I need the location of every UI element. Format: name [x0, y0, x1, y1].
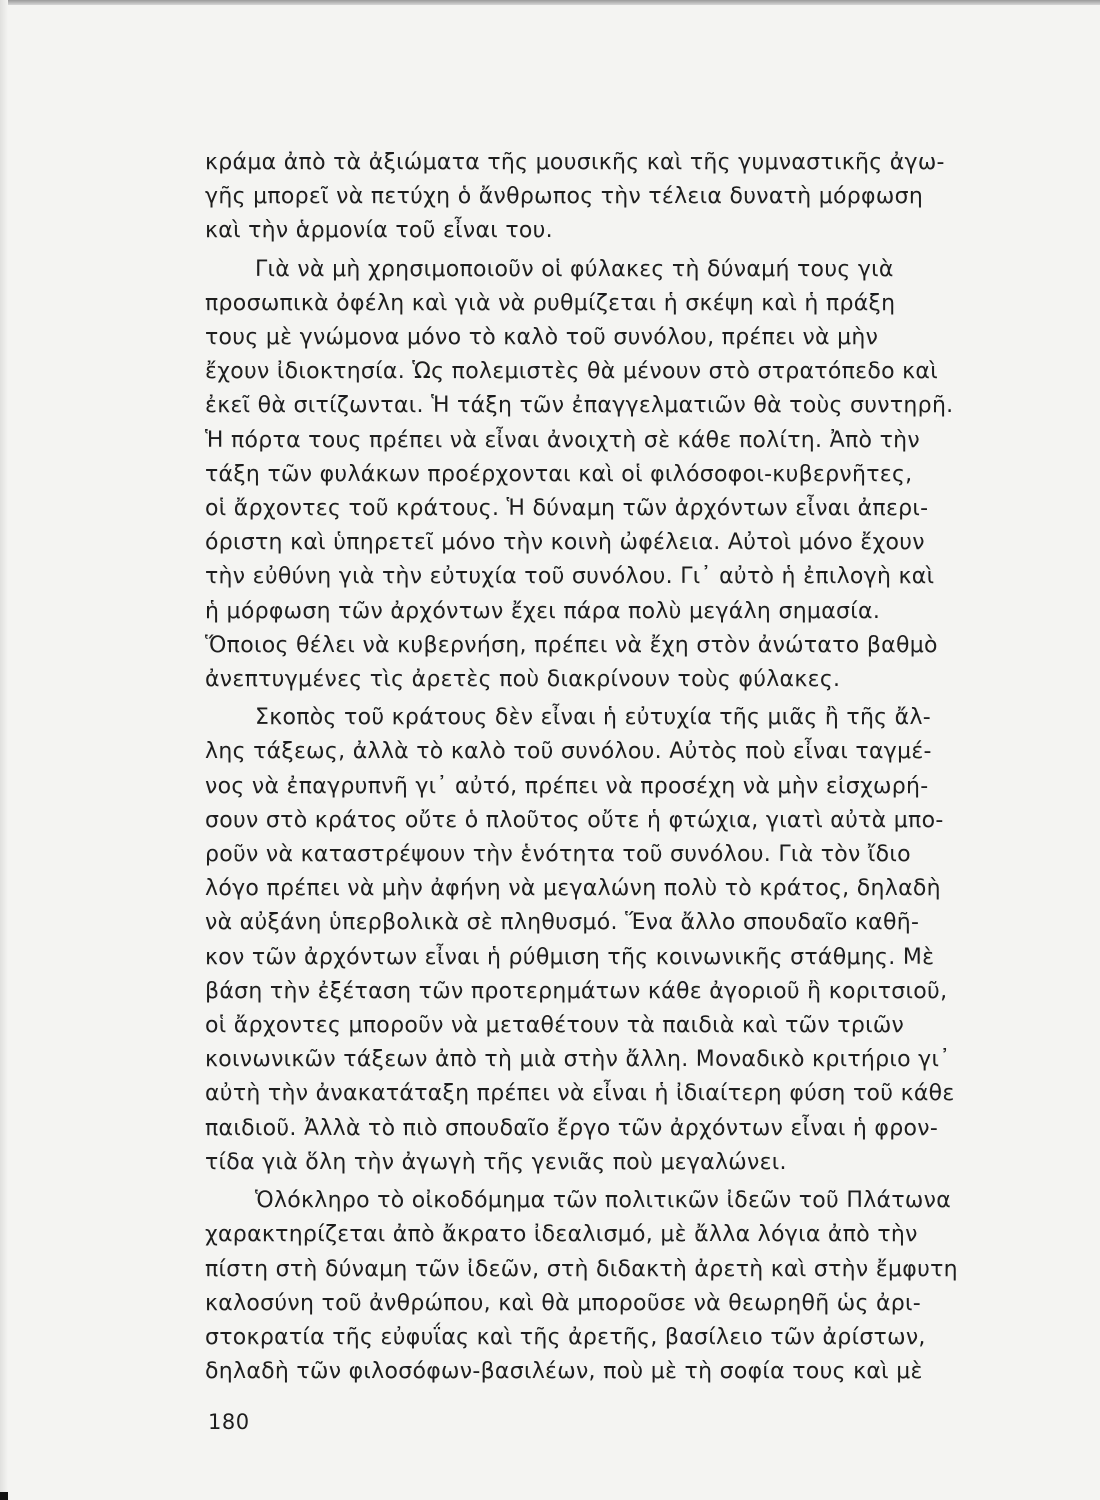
page-top-edge	[0, 0, 1100, 5]
paragraph-idealism: Ὁλόκληρο τὸ οἰκοδόμημα τῶν πολιτικῶν ἰδεῶν τοῦ Πλάτωνα χαρακτηρίζεται ἀπὸ ἄκρατο ἰδεαλισμό, μὲ ἄλλα λόγια ἀπὸ τὴν πίστη στὴ δύναμη τῶν ἰδεῶν, στὴ διδακτὴ ἀρετὴ καὶ στὴν ἔμφυτη καλοσύνη τοῦ ἀνθρώπου, καὶ θὰ μποροῦσε νὰ θεωρηθῆ ὡς ἀρι- στοκρατία τῆς εὐφυΐας καὶ τῆς ἀρετῆς, βασίλειο τῶν ἀρίστων, δηλαδὴ τῶν φιλοσόφων-βασιλέων, ποὺ μὲ τὴ σοφία τους καὶ μὲ	[205, 1188, 958, 1385]
page-left-shadow	[0, 0, 8, 1500]
paragraph-continued: κράμα ἀπὸ τὰ ἀξιώματα τῆς μουσικῆς καὶ τῆς γυμναστικῆς ἀγω- γῆς μπορεῖ νὰ πετύχη ὁ ἄνθρωπος τὴν τέλεια δυνατὴ μόρφωση καὶ τὴν ἁρμονία τοῦ εἶναι του.	[205, 150, 945, 244]
page-number: 180	[208, 1410, 250, 1434]
paragraph-guardians: Γιὰ νὰ μὴ χρησιμοποιοῦν οἱ φύλακες τὴ δύναμή τους γιὰ προσωπικὰ ὀφέλη καὶ γιὰ νὰ ρυθμίζεται ἡ σκέψη καὶ ἡ πράξη τους μὲ γνώμονα μόνο τὸ καλὸ τοῦ συνόλου, πρέπει νὰ μὴν ἔχουν ἰδιοκτησία. Ὡς πολεμιστὲς θὰ μένουν στὸ στρατόπεδο καὶ ἐκεῖ θὰ σιτίζωνται. Ἡ τάξη τῶν ἐπαγγελματιῶν θὰ τοὺς συντηρῆ. Ἡ πόρτα τους πρέπει νὰ εἶναι ἀνοιχτὴ σὲ κάθε πολίτη. Ἀπὸ τὴν τάξη τῶν φυλάκων προέρχονται καὶ οἱ φιλόσοφοι-κυβερνῆτες, οἱ ἄρχοντες τοῦ κράτους. Ἡ δύναμη τῶν ἀρχόντων εἶναι ἀπερι- όριστη καὶ ὑπηρετεῖ μόνο τὴν κοινὴ ὠφέλεια. Αὐτοὶ μόνο ἔχουν τὴν εὐθύνη γιὰ τὴν εὐτυχία τοῦ συνόλου. Γι᾽ αὐτὸ ἡ ἐπιλογὴ καὶ ἡ μόρφωση τῶν ἀρχόντων ἔχει πάρα πολὺ μεγάλη σημασία. Ὅποιος θέλει νὰ κυβερνήση, πρέπει νὰ ἔχη στὸν ἀνώτατο βαθμὸ ἀνεπτυγμένες τὶς ἀρετὲς ποὺ διακρίνουν τοὺς φύλακες.	[205, 256, 954, 693]
page-body	[205, 146, 1025, 1389]
paragraph-purpose-of-state: Σκοπὸς τοῦ κράτους δὲν εἶναι ἡ εὐτυχία τῆς μιᾶς ἢ τῆς ἄλ- λης τάξεως, ἀλλὰ τὸ καλὸ τοῦ συνόλου. Αὐτὸς ποὺ εἶναι ταγμέ- νος νὰ ἐπαγρυπνῆ γι᾽ αὐτό, πρέπει νὰ προσέχη νὰ μὴν εἰσχωρή- σουν στὸ κράτος οὔτε ὁ πλοῦτος οὔτε ἡ φτώχια, γιατὶ αὐτὰ μπο- ροῦν νὰ καταστρέψουν τὴν ἑνότητα τοῦ συνόλου. Γιὰ τὸν ἴδιο λόγο πρέπει νὰ μὴν ἀφήνη νὰ μεγαλώνη πολὺ τὸ κράτος, δηλαδὴ νὰ αὐξάνη ὑπερβολικὰ σὲ πληθυσμό. Ἕνα ἄλλο σπουδαῖο καθῆ- κον τῶν ἀρχόντων εἶναι ἡ ρύθμιση τῆς κοινωνικῆς στάθμης. Μὲ βάση τὴν ἐξέταση τῶν προτερημάτων κάθε ἀγοριοῦ ἢ κοριτσιοῦ, οἱ ἄρχοντες μποροῦν νὰ μεταθέτουν τὰ παιδιὰ καὶ τῶν τριῶν κοινωνικῶν τάξεων ἀπὸ τὴ μιὰ στὴν ἄλλη. Μοναδικὸ κριτήριο γι᾽ αὐτὴ τὴν ἀνακατάταξη πρέπει νὰ εἶναι ἡ ἰδιαίτερη φύση τοῦ κάθε παιδιοῦ. Ἀλλὰ τὸ πιὸ σπουδαῖο ἔργο τῶν ἀρχόντων εἶναι ἡ φρον- τίδα γιὰ ὅλη τὴν ἀγωγὴ τῆς γενιᾶς ποὺ μεγαλώνει.	[205, 705, 955, 1175]
scan-corner-mark	[0, 1492, 8, 1500]
